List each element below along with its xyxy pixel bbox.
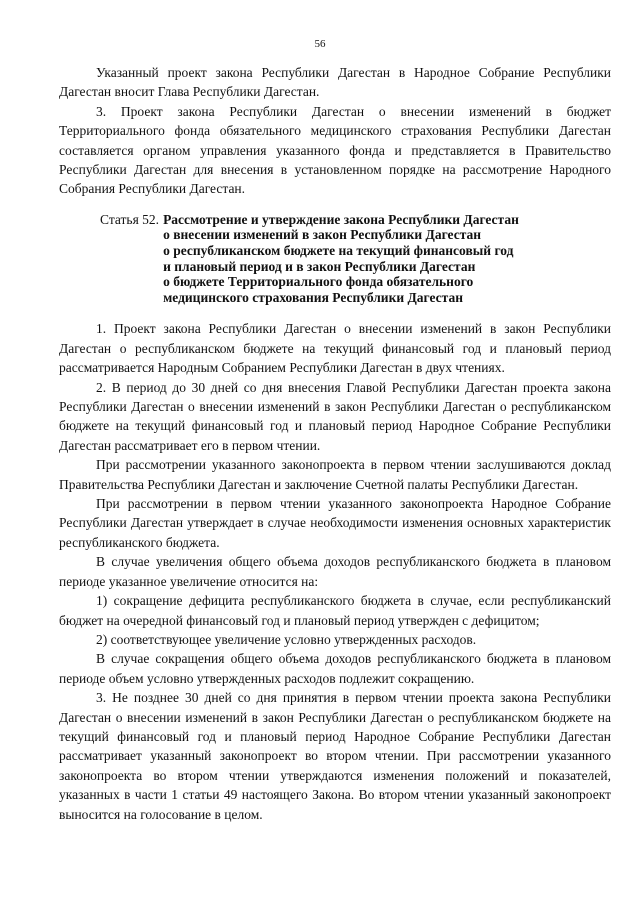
paragraph: В случае увеличения общего объема доходов республиканского бюджета в плановом периоде указанное увеличение относится на: [59,554,611,589]
article-title: Рассмотрение и утверждение закона Республики Дагестан о внесении изменений в закон Республики Дагестан о республиканском бюджете на текущий финансовый год и плановый период и в закон Республики Дагестан о бюджете Территориального фонда обязательного медицинского страхования Республики Дагестан [163,211,519,305]
paragraph: 1. Проект закона Республики Дагестан о внесении изменений в закон Республики Дагестан о республиканском бюджете на текущий финансовый год и плановый период рассматривается Народным Собранием Республики Дагестан в двух чтениях. [59,321,611,376]
article-number: Статья 52. [100,211,160,227]
paragraph: 3. Не позднее 30 дней со дня принятия в первом чтении проекта закона Республики Дагестан о внесении изменений в закон Республики Дагестан о республиканском бюджете на текущий финансовый год и плановый период Народное Собрание Республики Дагестан рассматривает указанный законопроект во втором чтении. При рассмотрении указанного законопроекта во втором чтении утверждаются изменения положений и показателей, указанных в части 1 статьи 49 настоящего Закона. Во втором чтении указанный законопроект выносится на голосование в целом. [59,690,611,822]
list-item: 1) сокращение дефицита республиканского бюджета в случае, если республиканский бюджет на очередной финансовый год и плановый период утвержден с дефицитом; [59,593,611,628]
paragraph: При рассмотрении в первом чтении указанного законопроекта Народное Собрание Республики Дагестан утверждает в случае необходимости изменения основных характеристик республиканского бюджета. [59,496,611,550]
paragraph: При рассмотрении указанного законопроекта в первом чтении заслушиваются доклад Правительства Республики Дагестан и заключение Счетной палаты Республики Дагестан. [59,457,611,492]
article-heading [100,212,611,306]
paragraph: В случае сокращения общего объема доходов республиканского бюджета в плановом периоде объем условно утвержденных расходов подлежит сокращению. [59,651,611,686]
paragraph: Указанный проект закона Республики Дагестан в Народное Собрание Республики Дагестан вносит Глава Республики Дагестан. [59,65,611,100]
list-item: 2) соответствующее увеличение условно утвержденных расходов. [96,631,477,647]
page-number: 56 [314,38,326,50]
document-body [59,63,611,824]
paragraph: 3. Проект закона Республики Дагестан о внесении изменений в бюджет Территориального фонда обязательного медицинского страхования Республики Дагестан составляется органом управления указанного фонда и представляется в Правительство Республики Дагестан для внесения в установленном порядке на рассмотрение Народного Собрания Республики Дагестан. [59,103,611,197]
paragraph: 2. В период до 30 дней со дня внесения Главой Республики Дагестан проекта закона Республики Дагестан о внесении изменений в закон Республики Дагестан о республиканском бюджете на текущий финансовый год и плановый период Народное Собрание Республики Дагестан рассматривает его в первом чтении. [59,379,611,453]
